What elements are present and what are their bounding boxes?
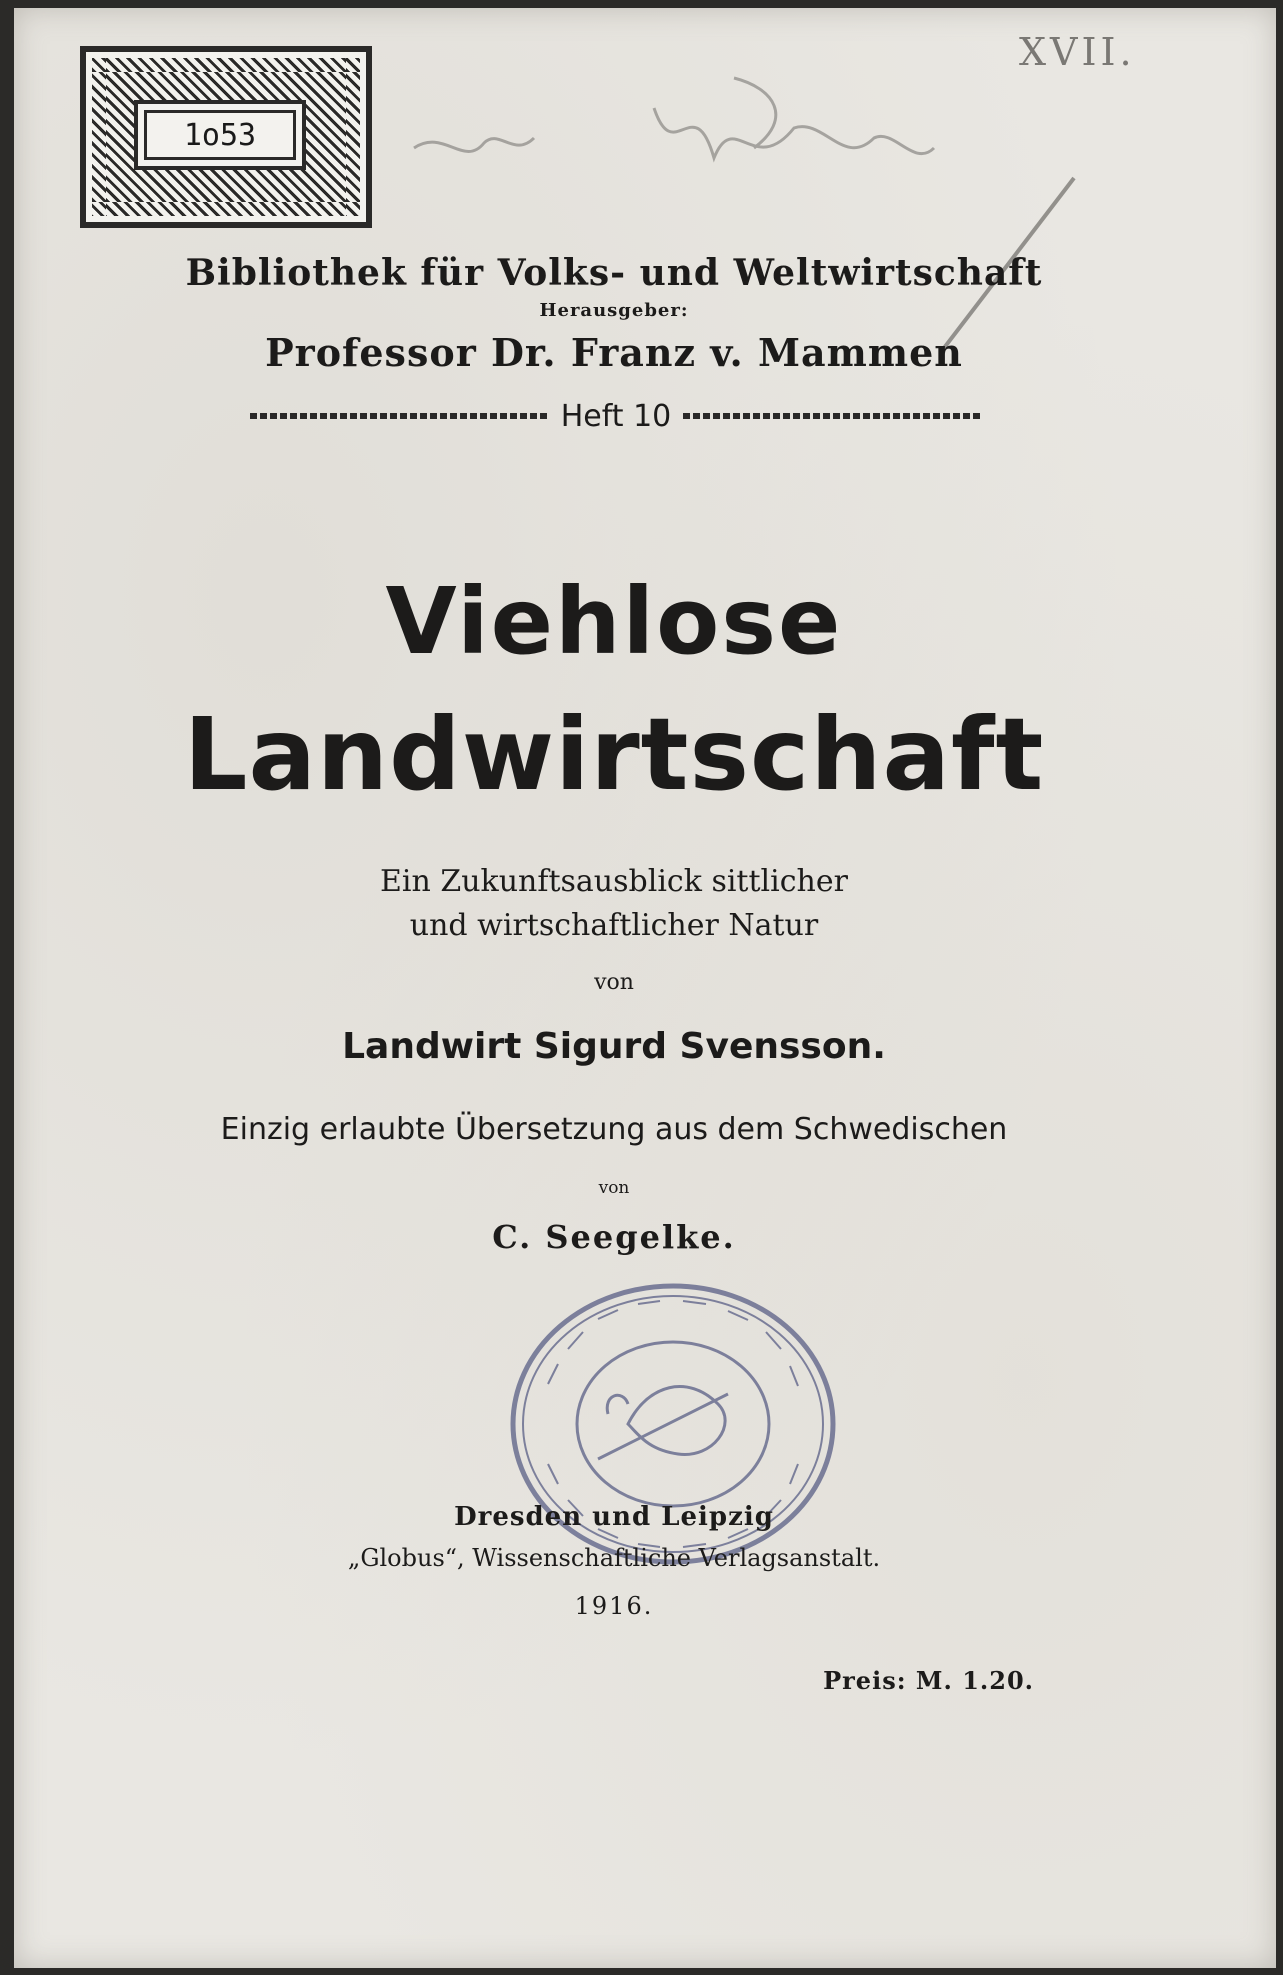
dotted-rule-left [250, 413, 549, 419]
book-title-line-2: Landwirtschaft [183, 696, 1045, 813]
title-page [14, 8, 1276, 1968]
subtitle-line-1: Ein Zukunftsausblick sittlicher [380, 864, 848, 899]
author-name: Landwirt Sigurd Svensson. [342, 1026, 886, 1067]
issue-number: Heft 10 [560, 398, 672, 434]
dotted-rule-right [683, 413, 982, 419]
by-label: von [594, 970, 634, 995]
translator-name: C. Seegelke. [492, 1218, 736, 1256]
imprint-year: 1916. [574, 1592, 654, 1620]
editor-label: Herausgeber: [539, 300, 689, 321]
translation-note: Einzig erlaubte Übersetzung aus dem Schwedischen [220, 1112, 1008, 1147]
price-label: Preis: M. 1.20. [823, 1666, 1034, 1695]
by-label-translator: von [598, 1178, 630, 1198]
library-label [80, 46, 372, 228]
imprint-publisher: „Globus“, Wissenschaftliche Verlagsanstalt. [347, 1544, 881, 1572]
subtitle-line-2: und wirtschaftlicher Natur [409, 908, 819, 943]
series-title: Bibliothek für Volks- und Weltwirtschaft [185, 252, 1043, 294]
imprint-place: Dresden und Leipzig [454, 1502, 774, 1532]
book-title-line-1: Viehlose [385, 568, 843, 675]
label-number-frame [134, 100, 306, 170]
library-number: 1o53 [144, 110, 296, 160]
pencil-roman-numeral: XVII. [1019, 30, 1136, 74]
editor-name: Professor Dr. Franz v. Mammen [265, 330, 963, 375]
issue-line [250, 396, 982, 436]
